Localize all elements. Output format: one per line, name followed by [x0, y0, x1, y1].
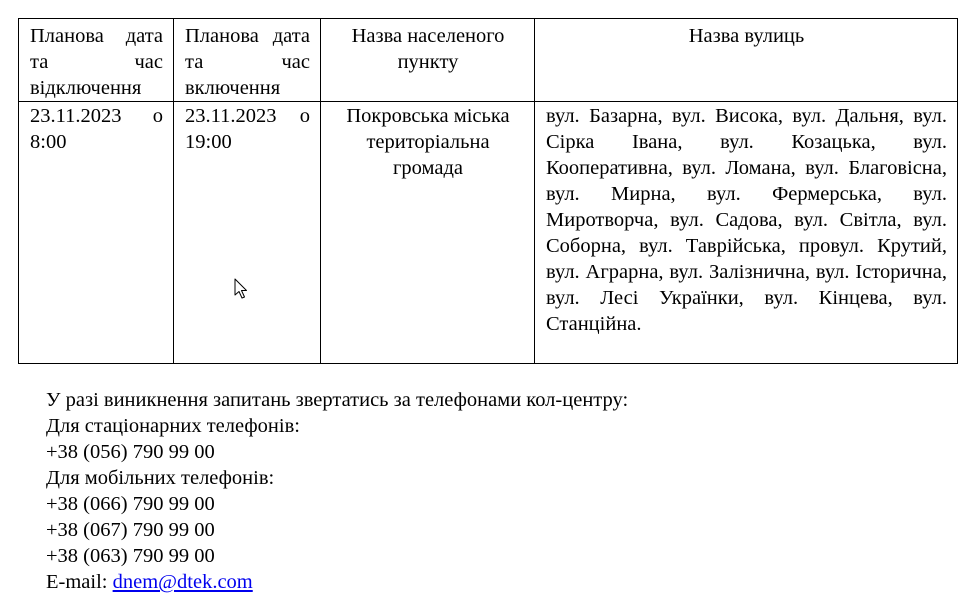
- contact-info: [46, 387, 628, 595]
- table-header-row: [19, 19, 958, 102]
- header-on-date: Планова дата та час включення: [174, 19, 321, 102]
- outage-schedule-table: [18, 18, 958, 364]
- header-off-date: Планова дата та час відключення: [19, 19, 174, 102]
- cell-settlement: Покровська міська територіальна громада: [321, 102, 535, 364]
- cell-off-date: 23.11.2023 о 8:00: [19, 102, 174, 364]
- cell-on-date: 23.11.2023 о 19:00: [174, 102, 321, 364]
- contact-intro: У разі виникнення запитань звертатись за телефонами кол-центру:: [46, 389, 629, 411]
- mobile-label: Для мобільних телефонів:: [46, 467, 275, 489]
- cell-streets: вул. Базарна, вул. Висока, вул. Дальня, вул. Сірка Івана, вул. Козацька, вул. Кооперативна, вул. Ломана, вул. Благовісна, вул. Мирна, вул. Фермерська, вул. Миротворча, вул. Садова, вул. Світла, вул. Соборна, вул. Таврійська, провул. Крутий, вул. Аграрна, вул. Залізнична, вул. Історична, вул. Лесі Українки, вул. Кінцева, вул. Станційна.: [535, 102, 958, 364]
- header-streets: Назва вулиць: [535, 19, 958, 102]
- mobile-phone: +38 (066) 790 99 00: [46, 493, 215, 515]
- email-line: [46, 569, 628, 595]
- mouse-pointer-icon: [234, 278, 248, 300]
- header-settlement: Назва населеного пункту: [321, 19, 535, 102]
- email-label: E-mail:: [46, 571, 113, 593]
- mobile-phone: +38 (067) 790 99 00: [46, 519, 215, 541]
- landline-label: Для стаціонарних телефонів:: [46, 415, 300, 437]
- email-link[interactable]: dnem@dtek.com: [112, 571, 253, 593]
- table-row: [19, 102, 958, 364]
- landline-phone: +38 (056) 790 99 00: [46, 441, 215, 463]
- mobile-phone: +38 (063) 790 99 00: [46, 545, 215, 567]
